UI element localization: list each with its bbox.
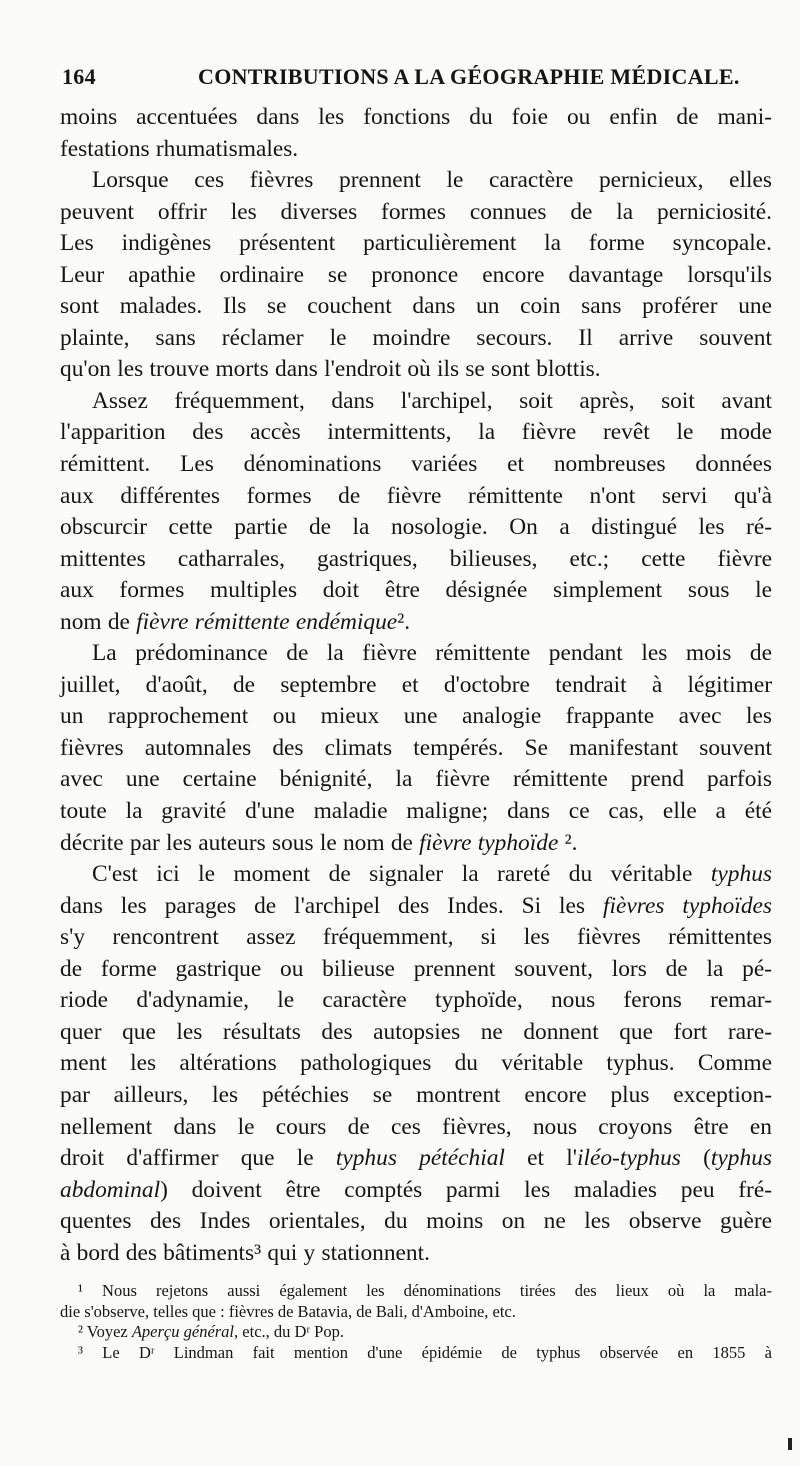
text-line: Les indigènes présentent particulièrement la forme syncopale. bbox=[60, 230, 772, 257]
text-line: quer que les résultats des autopsies ne donnent que fort rare- bbox=[60, 1018, 772, 1045]
text-line: nellement dans le cours de ces fièvres, nous croyons être en bbox=[60, 1113, 772, 1140]
text-line: mittentes catharrales, gastriques, bilieuses, etc.; cette fièvre bbox=[60, 545, 772, 572]
text-line: C'est ici le moment de signaler la rareté du véritable typhus bbox=[92, 861, 772, 888]
text-line: quentes des Indes orientales, du moins on ne les observe guère bbox=[60, 1208, 772, 1235]
footnote-line: ¹ Nous rejetons aussi également les dénominations tirées des lieux où la mala- bbox=[78, 1281, 772, 1301]
footnote-line: die s'observe, telles que : fièvres de Batavia, de Bali, d'Amboine, etc. bbox=[60, 1301, 516, 1321]
text-line: dans les parages de l'archipel des Indes. Si les fièvres typhoïdes bbox=[60, 892, 773, 919]
footnote-line: ³ Le Dʳ Lindman fait mention d'une épidémie de typhus observée en 1855 à bbox=[78, 1342, 772, 1362]
footnotes bbox=[60, 1281, 772, 1363]
text-line: l'apparition des accès intermittents, la fièvre revêt le mode bbox=[60, 419, 772, 446]
text-line: aux différentes formes de fièvre rémittente n'ont servi qu'à bbox=[60, 482, 772, 509]
text-line: Lorsque ces fièvres prennent le caractère pernicieux, elles bbox=[92, 167, 772, 194]
text-line: par ailleurs, les pétéchies se montrent encore plus exception- bbox=[60, 1081, 772, 1108]
page-number: 164 bbox=[62, 64, 96, 89]
text-line: sont malades. Ils se couchent dans un coin sans proférer une bbox=[60, 293, 772, 320]
text-line: s'y rencontrent assez fréquemment, si les fièvres rémittentes bbox=[60, 924, 772, 951]
text-line: fièvres automnales des climats tempérés. Se manifestant souvent bbox=[60, 734, 772, 761]
scan-margin-mark bbox=[788, 1438, 792, 1450]
text-line: ment les altérations pathologiques du véritable typhus. Comme bbox=[60, 1050, 772, 1077]
text-line: moins accentuées dans les fonctions du foie ou enfin de mani- bbox=[60, 104, 772, 130]
text-line: La prédominance de la fièvre rémittente pendant les mois de bbox=[92, 640, 772, 667]
text-line: de forme gastrique ou bilieuse prennent souvent, lors de la pé- bbox=[60, 955, 772, 982]
text-line: peuvent offrir les diverses formes connues de la perniciosité. bbox=[60, 198, 772, 225]
text-line: avec une certaine bénignité, la fièvre rémittente prend parfois bbox=[60, 766, 772, 793]
footnote-line: ² Voyez Aperçu général, etc., du Dʳ Pop. bbox=[78, 1322, 344, 1342]
book-page bbox=[60, 58, 772, 1363]
body-text bbox=[60, 102, 772, 1269]
text-line: à bord des bâtiments³ qui y stationnent. bbox=[60, 1239, 430, 1266]
text-line: Leur apathie ordinaire se prononce encore davantage lorsqu'ils bbox=[60, 261, 772, 288]
text-line: un rapprochement ou mieux une analogie frappante avec les bbox=[60, 703, 772, 730]
text-line: plainte, sans réclamer le moindre secours. Il arrive souvent bbox=[60, 324, 772, 351]
text-line: Assez fréquemment, dans l'archipel, soit après, soit avant bbox=[92, 387, 772, 414]
text-line: décrite par les auteurs sous le nom de fièvre typhoïde ². bbox=[60, 829, 578, 856]
text-line: festations rhumatismales. bbox=[60, 135, 299, 162]
text-line: obscurcir cette partie de la nosologie. On a distingué les ré- bbox=[60, 514, 772, 541]
text-line: toute la gravité d'une maladie maligne; dans ce cas, elle a été bbox=[60, 798, 772, 825]
text-line: rémittent. Les dénominations variées et nombreuses données bbox=[60, 451, 772, 478]
text-line: riode d'adynamie, le caractère typhoïde, nous ferons remar- bbox=[60, 987, 772, 1014]
text-line: nom de fièvre rémittente endémique². bbox=[60, 608, 411, 635]
text-line: juillet, d'août, de septembre et d'octobre tendrait à légitimer bbox=[60, 671, 772, 698]
text-line: droit d'affirmer que le typhus pétéchial et l'iléo-typhus (typhus bbox=[60, 1145, 772, 1172]
running-title: CONTRIBUTIONS A LA GÉOGRAPHIE MÉDICALE. bbox=[198, 64, 740, 89]
running-header bbox=[60, 58, 772, 102]
text-line: qu'on les trouve morts dans l'endroit où ils se sont blottis. bbox=[60, 356, 601, 383]
text-line: aux formes multiples doit être désignée simplement sous le bbox=[60, 577, 772, 604]
text-line: abdominal) doivent être comptés parmi les maladies peu fré- bbox=[60, 1176, 772, 1203]
